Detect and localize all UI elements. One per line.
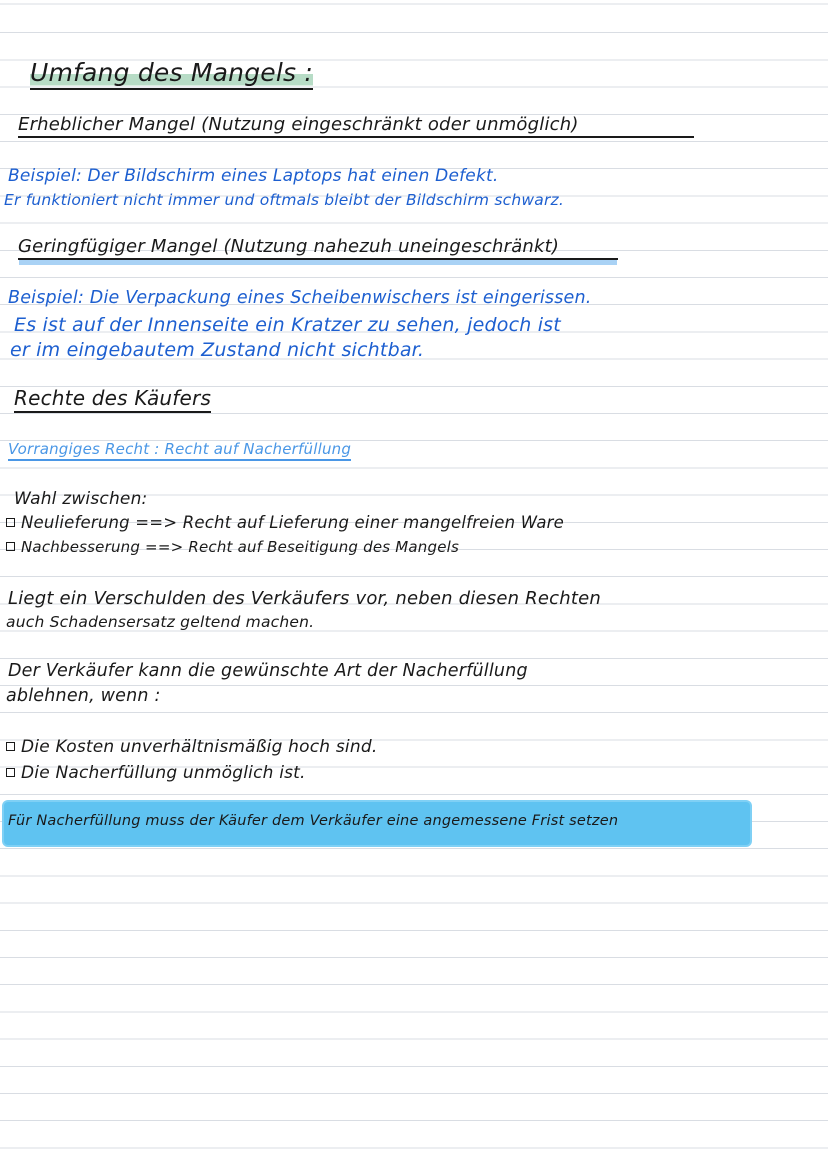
deadline-text: Für Nacherfüllung muss der Käufer dem Verkäufer eine angemessene Frist setzen bbox=[8, 813, 619, 829]
rights-title bbox=[14, 386, 211, 410]
fault-line-2: auch Schadensersatz geltend machen. bbox=[6, 613, 315, 631]
fault-line-1: Liegt ein Verschulden des Verkäufers vor, neben diesen Rechten bbox=[8, 588, 601, 609]
checkbox-bullet-icon bbox=[6, 518, 15, 527]
heading-text: Umfang des Mangels : bbox=[30, 58, 313, 90]
page-heading bbox=[30, 58, 313, 87]
primary-right-text: Vorrangiges Recht : Recht auf Nacherfüllung bbox=[8, 440, 351, 461]
primary-right bbox=[8, 440, 351, 458]
checkbox-bullet-icon bbox=[6, 742, 15, 751]
section1-example-line-1: Beispiel: Der Bildschirm eines Laptops hat einen Defekt. bbox=[8, 166, 499, 186]
refuse-line-2: ablehnen, wenn : bbox=[6, 686, 161, 706]
option-2 bbox=[6, 538, 459, 556]
section2-example-line-3: er im eingebautem Zustand nicht sichtbar. bbox=[10, 339, 425, 361]
checkbox-bullet-icon bbox=[6, 542, 15, 551]
deadline-highlight-box bbox=[4, 802, 750, 845]
option-1 bbox=[6, 513, 564, 532]
option-1-text: Neulieferung ==> Recht auf Lieferung einer mangelfreien Ware bbox=[21, 513, 565, 532]
section2-title-text: Geringfügiger Mangel (Nutzung nahezuh uneingeschränkt) bbox=[18, 236, 560, 257]
reason-2-text: Die Nacherfüllung unmöglich ist. bbox=[21, 763, 306, 783]
rights-title-text: Rechte des Käufers bbox=[14, 386, 211, 413]
section2-example-line-2: Es ist auf der Innenseite ein Kratzer zu sehen, jedoch ist bbox=[14, 314, 561, 336]
section1-example-line-2: Er funktioniert nicht immer und oftmals bleibt der Bildschirm schwarz. bbox=[4, 191, 564, 209]
refuse-line-1: Der Verkäufer kann die gewünschte Art der Nacherfüllung bbox=[8, 661, 528, 681]
choice-label: Wahl zwischen: bbox=[14, 489, 148, 509]
section1-title bbox=[18, 114, 694, 138]
section1-title-text: Erheblicher Mangel (Nutzung eingeschränkt oder unmöglich) bbox=[18, 114, 579, 135]
reason-2 bbox=[6, 763, 306, 783]
section2-example-line-1: Beispiel: Die Verpackung eines Scheibenwischers ist eingerissen. bbox=[8, 288, 592, 308]
option-2-text: Nachbesserung ==> Recht auf Beseitigung des Mangels bbox=[21, 538, 460, 556]
reason-1 bbox=[6, 737, 377, 757]
section2-title bbox=[18, 236, 618, 260]
checkbox-bullet-icon bbox=[6, 768, 15, 777]
reason-1-text: Die Kosten unverhältnismäßig hoch sind. bbox=[21, 737, 378, 757]
